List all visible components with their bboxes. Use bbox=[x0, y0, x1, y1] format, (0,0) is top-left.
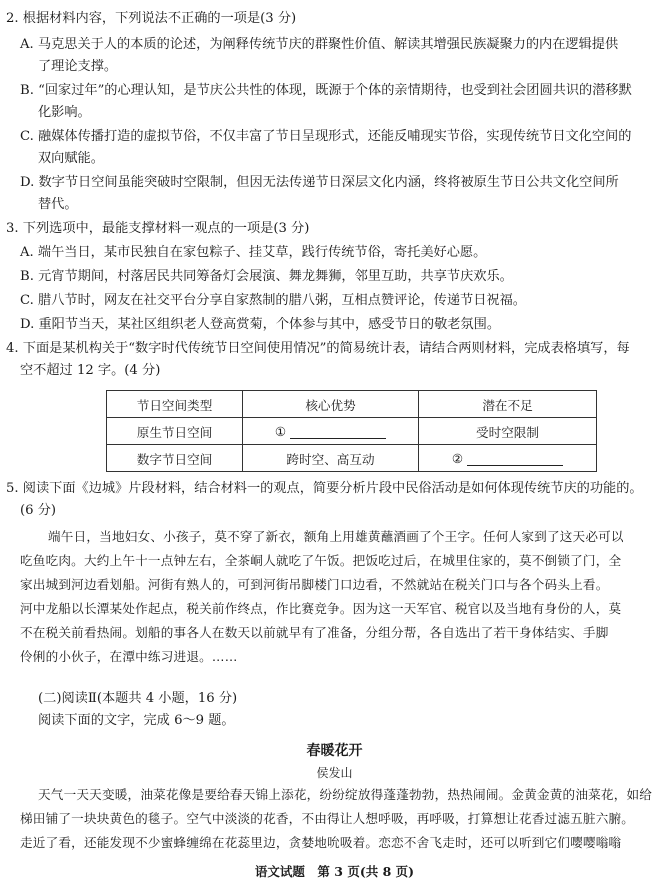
statistics-table bbox=[106, 390, 597, 472]
passage-line: 吃鱼吃肉。大约上午十一点钟左右，全茶峒人就吃了午饭。把饭吃过后，在城里住家的，莫不倒锁了门，全 bbox=[20, 553, 622, 568]
q3-option-a: A. 端午当日，某市民独自在家包粽子、挂艾草，践行传统节俗，寄托美好心愿。 bbox=[20, 245, 487, 260]
table-cell: 数字节日空间 bbox=[107, 445, 243, 472]
blank-marker: ① bbox=[274, 423, 287, 439]
blank-line bbox=[290, 426, 386, 439]
passage-line: 伶俐的小伙子，在潭中练习进退。…… bbox=[20, 649, 238, 664]
q2-option-b-cont: 化影响。 bbox=[38, 105, 91, 120]
article-author: 侯发山 bbox=[316, 766, 353, 780]
q2-option-c: C. 融媒体传播打造的虚拟节俗，不仅丰富了节日呈现形式，还能反哺现实节俗，实现传统节日文化空间的 bbox=[20, 129, 632, 144]
passage-line: 不在税关前看热闹。划船的事各人在数天以前就早有了准备，分组分帮，各自选出了若干身体结实、手脚 bbox=[20, 625, 609, 640]
q2-option-d-cont: 替代。 bbox=[38, 197, 78, 212]
table-header-cell: 节日空间类型 bbox=[107, 391, 243, 418]
table-row bbox=[107, 418, 597, 445]
passage-line: 端午日，当地妇女、小孩子，莫不穿了新衣，额角上用雄黄蘸酒画了个王字。任何人家到了这天必可以 bbox=[48, 529, 624, 544]
q3-option-b: B. 元宵节期间，村落居民共同筹备灯会展演、舞龙舞狮，邻里互助，共享节庆欢乐。 bbox=[20, 269, 513, 284]
q5-stem-cont: (6 分) bbox=[20, 503, 57, 518]
q3-option-d: D. 重阳节当天，某社区组织老人登高赏菊，个体参与其中，感受节日的敬老氛围。 bbox=[20, 317, 501, 332]
table-cell: 受时空限制 bbox=[419, 418, 597, 445]
q2-option-a-cont: 了理论支撑。 bbox=[38, 59, 118, 74]
passage-line: 家出城到河边看划船。河街有熟人的，可到河街吊脚楼门口边看，不然就站在税关门口与各个码头上看。 bbox=[20, 577, 609, 592]
q3-stem: 3. 下列选项中，最能支撑材料一观点的一项是(3 分) bbox=[6, 221, 310, 236]
article-title: 春暖花开 bbox=[306, 743, 363, 759]
table-row bbox=[107, 445, 597, 472]
q2-stem: 2. 根据材料内容，下列说法不正确的一项是(3 分) bbox=[6, 11, 297, 26]
table-cell: 原生节日空间 bbox=[107, 418, 243, 445]
q4-stem-cont: 空不超过 12 字。(4 分) bbox=[20, 363, 161, 378]
blank-line bbox=[467, 453, 563, 466]
q2-option-d: D. 数字节日空间虽能突破时空限制，但因无法传递节日深层文化内涵，终将被原生节日公共文化空间所 bbox=[20, 175, 619, 190]
answer-blank-1[interactable] bbox=[243, 418, 419, 445]
section-instruction: 阅读下面的文字，完成 6～9 题。 bbox=[38, 713, 235, 728]
blank-marker: ② bbox=[451, 450, 464, 466]
answer-blank-2[interactable] bbox=[419, 445, 597, 472]
q4-stem: 4. 下面是某机构关于“数字时代传统节日空间使用情况”的简易统计表，请结合两则材料，完成表格填写，每 bbox=[6, 341, 630, 356]
q2-option-b: B. “回家过年”的心理认知，是节庆公共性的体现，既源于个体的亲情期待，也受到社会团圆共识的潜移默 bbox=[20, 83, 632, 98]
q5-stem: 5. 阅读下面《边城》片段材料，结合材料一的观点，简要分析片段中民俗活动是如何体现传统节庆的功能的。 bbox=[6, 481, 643, 496]
q2-option-a: A. 马克思关于人的本质的论述，为阐释传统节庆的群聚性价值、解读其增强民族凝聚力的内在逻辑提供 bbox=[20, 37, 619, 52]
q2-option-c-cont: 双向赋能。 bbox=[38, 151, 104, 166]
q3-option-c: C. 腊八节时，网友在社交平台分享自家熬制的腊八粥，互相点赞评论，传递节日祝福。 bbox=[20, 293, 526, 308]
table-cell: 跨时空、高互动 bbox=[243, 445, 419, 472]
page-footer: 语文试题 第 3 页(共 8 页) bbox=[254, 864, 415, 879]
table-header-cell: 潜在不足 bbox=[419, 391, 597, 418]
table-header-cell: 核心优势 bbox=[243, 391, 419, 418]
section-heading: (二)阅读Ⅱ(本题共 4 小题，16 分) bbox=[38, 691, 238, 706]
passage-line: 河中龙船以长潭某处作起点，税关前作终点，作比赛竞争。因为这一天军官、税官以及当地有身份的人，莫 bbox=[20, 601, 622, 616]
article-line: 走近了看，还能发现不少蜜蜂缠绵在花蕊里边，贪婪地吮吸着。恋恋不舍飞走时，还可以听到它们嘤嘤嗡嗡 bbox=[20, 835, 622, 850]
table-header-row bbox=[107, 391, 597, 418]
article-line: 天气一天天变暖，油菜花像是要给春天锦上添花，纷纷绽放得蓬蓬勃勃，热热闹闹。金黄金黄的油菜花，如给 bbox=[38, 787, 653, 802]
article-line: 梯田铺了一块块黄色的毯子。空气中淡淡的花香，不由得让人想呼吸，再呼吸，打算想让花香过滤五脏六腑。 bbox=[20, 811, 635, 826]
